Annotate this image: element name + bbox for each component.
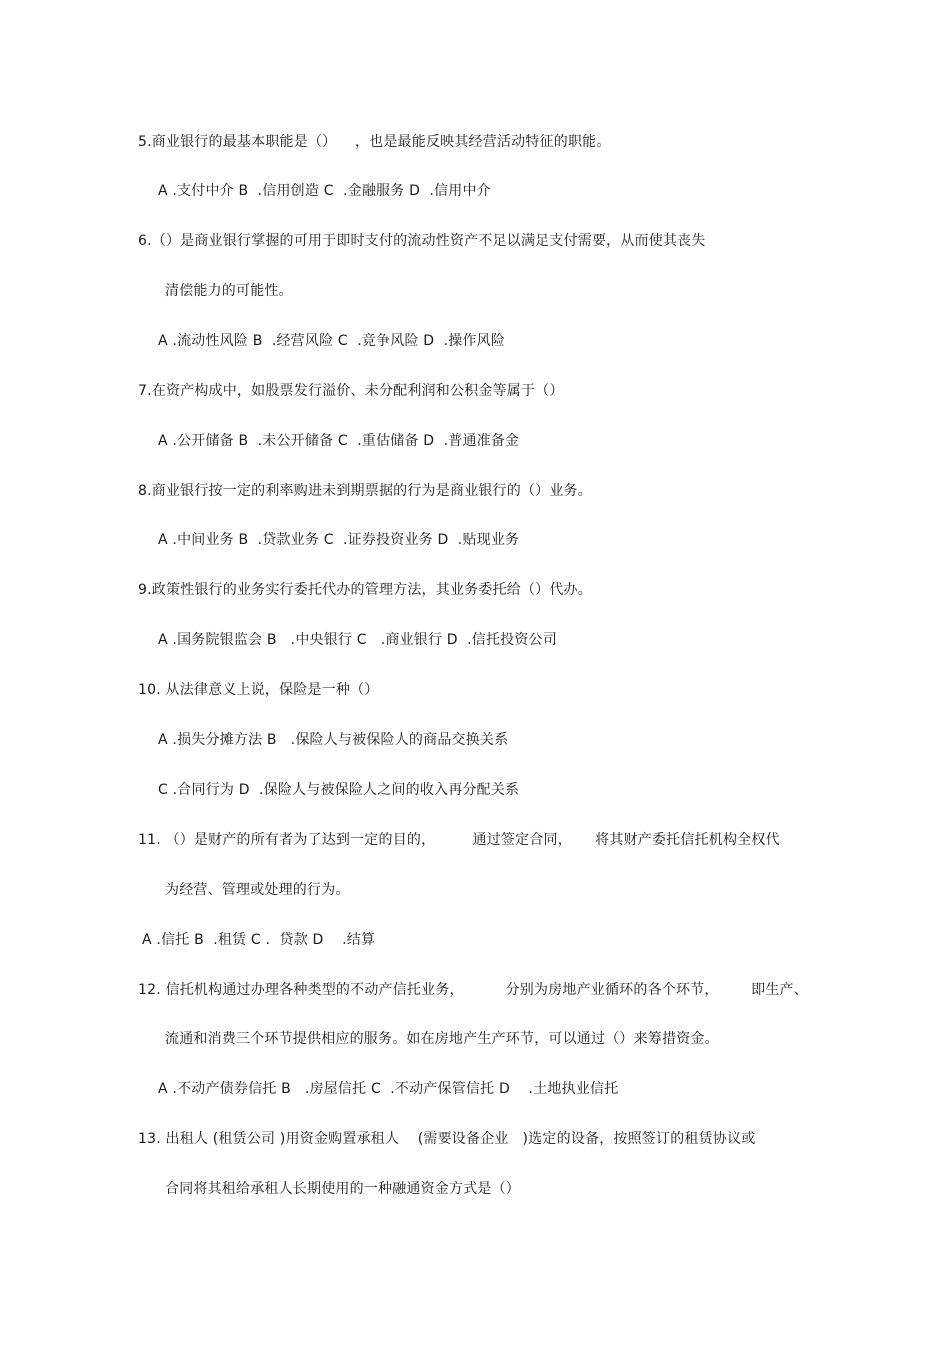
options-12: A .不动产债券信托 B .房屋信托 C .不动产保管信托 D .土地执业信托 — [158, 1081, 619, 1097]
question-11: 11. （）是财产的所有者为了达到一定的目的， 通过签定合同， 将其财产委托信托机构全权代 — [138, 832, 780, 848]
options-11: A .信托 B .租赁 C . 贷款 D .结算 — [142, 932, 376, 948]
options-6: A .流动性风险 B .经营风险 C .竞争风险 D .操作风险 — [158, 333, 506, 349]
question-6-continued: 清偿能力的可能性。 — [165, 283, 293, 299]
options-10-ab: A .损失分摊方法 B .保险人与被保险人的商品交换关系 — [158, 732, 509, 748]
question-6: 6.（）是商业银行掌握的可用于即时支付的流动性资产不足以满足支付需要，从而使其丧失 — [138, 233, 706, 249]
question-13: 13. 出租人 (租赁公司 )用资金购置承租人 (需要设备企业 )选定的设备，按照签订的租赁协议或 — [138, 1131, 756, 1147]
question-9: 9.政策性银行的业务实行委托代办的管理方法，其业务委托给（）代办。 — [138, 582, 592, 598]
question-10: 10. 从法律意义上说，保险是一种（） — [138, 682, 379, 698]
question-11-continued: 为经营、管理或处理的行为。 — [165, 882, 350, 898]
question-5: 5.商业银行的最基本职能是（） ，也是最能反映其经营活动特征的职能。 — [138, 134, 611, 150]
question-8: 8.商业银行按一定的利率购进未到期票据的行为是商业银行的（）业务。 — [138, 483, 592, 499]
options-9: A .国务院银监会 B .中央银行 C .商业银行 D .信托投资公司 — [158, 632, 557, 648]
options-10-cd: C .合同行为 D .保险人与被保险人之间的收入再分配关系 — [158, 782, 520, 798]
question-12: 12. 信托机构通过办理各种类型的不动产信托业务， 分别为房地产业循环的各个环节， 即生产、 — [138, 982, 808, 998]
options-7: A .公开储备 B .未公开储备 C .重估储备 D .普通准备金 — [158, 433, 520, 449]
question-7: 7.在资产构成中，如股票发行溢价、未分配利润和公积金等属于（） — [138, 383, 564, 399]
question-12-continued: 流通和消费三个环节提供相应的服务。如在房地产生产环节，可以通过（）来筹措资金。 — [165, 1031, 719, 1047]
options-5: A .支付中介 B .信用创造 C .金融服务 D .信用中介 — [158, 183, 491, 199]
question-13-continued: 合同将其租给承租人长期使用的一种融通资金方式是（） — [165, 1181, 520, 1197]
options-8: A .中间业务 B .贷款业务 C .证券投资业务 D .贴现业务 — [158, 532, 520, 548]
